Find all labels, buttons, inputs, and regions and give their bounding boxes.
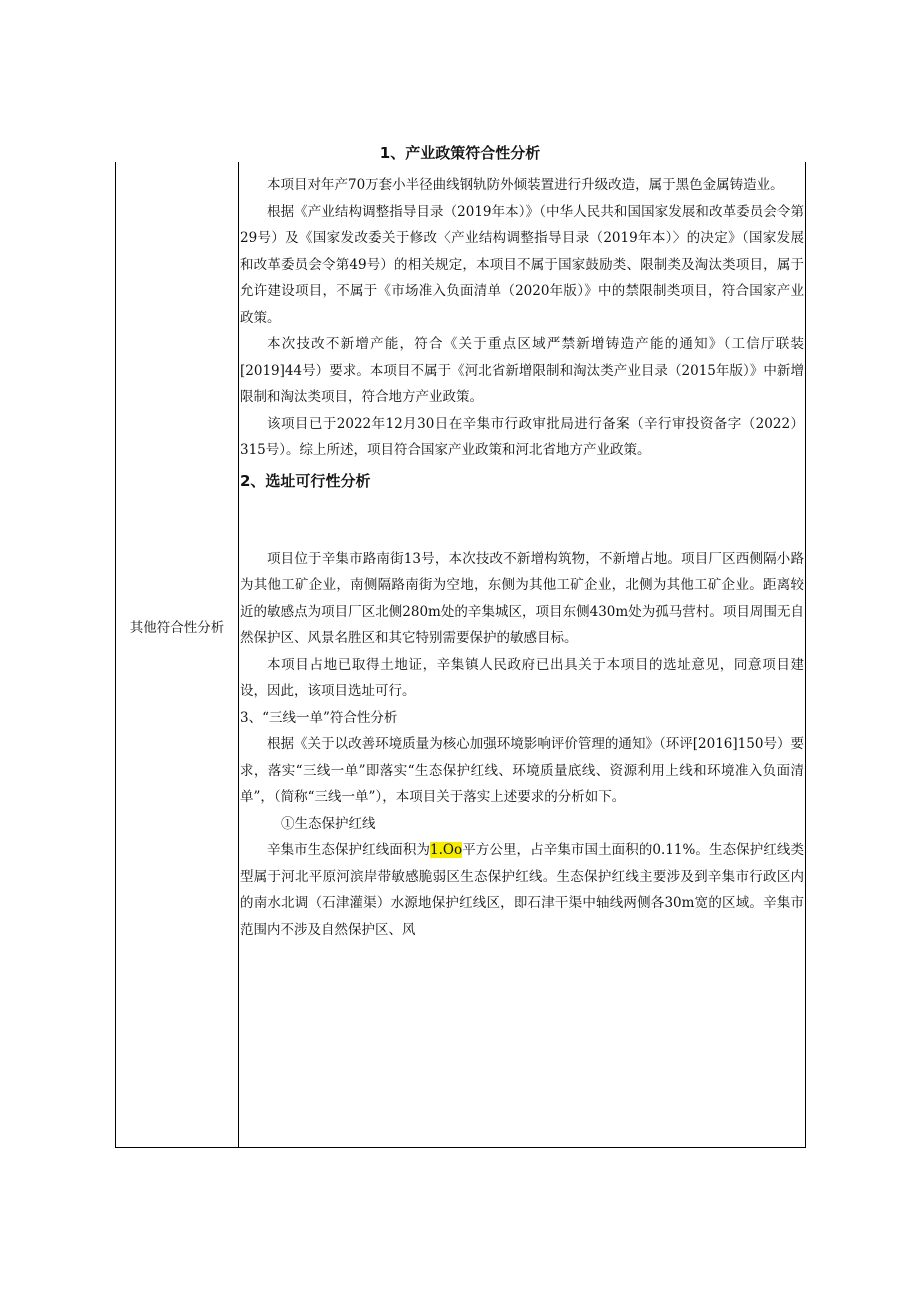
section-1-paragraph-4: 该项目已于2022年12月30日在辛集市行政审批局进行备案（辛行审投资备字（2022）315号）。综上所述，项目符合国家产业政策和河北省地方产业政策。 (240, 415, 804, 458)
paragraph-text-after: 平方公里，占辛集市国土面积的0.11%。生态保护红线类型属于河北平原河滨岸带敏感脆弱区生态保护红线。生态保护红线主要涉及到辛集市行政区内的南水北调（石津灌渠）水源地保护红线区，即石津干渠中轴线两侧各30m宽的区域。辛集市范围内不涉及自然保护区、风 (240, 842, 805, 938)
section-2-paragraph-1: 项目位于辛集市路南街13号，本次技改不新增构筑物，不新增占地。项目厂区西侧隔小路为其他工矿企业，南侧隔路南街为空地，东侧为其他工矿企业，北侧为其他工矿企业。距离较近的敏感点为项目厂区北侧280m处的辛集城区，项目东侧430m处为孤马营村。项目周围无自然保护区、风景名胜区和其它特别需要保护的敏感目标。 (240, 550, 804, 646)
section-1-title: 1、产业政策符合性分析 (379, 144, 541, 162)
table-column-divider (238, 162, 239, 1148)
section-1-paragraph-2: 根据《产业结构调整指导目录（2019年本）》（中华人民共和国国家发展和改革委员会令第29号）及《国家发改委关于修改〈产业结构调整指导目录（2019年本）〉的决定》（国家发展和改革委员会令第49号）的相关规定，本项目不属于国家鼓励类、限制类及淘汰类项目，属于允许建设项目，不属于《市场准入负面清单（2020年版）》中的禁限制类项目，符合国家产业政策。 (240, 203, 804, 326)
section-2-title: 2、选址可行性分析 (240, 471, 371, 490)
section-1-paragraph-1: 本项目对年产70万套小半径曲线钢轨防外倾装置进行升级改造，属于黑色金属铸造业。 (267, 177, 784, 193)
table-border-left (115, 162, 116, 1148)
table-border-right (805, 162, 806, 1148)
content-cell (240, 172, 804, 943)
section-3-paragraph-1: 根据《关于以改善环境质量为核心加强环境影响评价管理的通知》（环评[2016]150号）要求，落实“三线一单”即落实“生态保护红线、环境质量底线、资源利用上线和环境准入负面清单”，（简称“三线一单”），本项目关于落实上述要求的分析如下。 (240, 736, 804, 805)
section-2-paragraph-2: 本项目占地已取得土地证，辛集镇人民政府已出具关于本项目的选址意见，同意项目建设，因此，该项目选址可行。 (240, 656, 804, 699)
paragraph-text-before: 辛集市生态保护红线面积为 (267, 842, 431, 858)
highlighted-value: 1.Oo (430, 842, 463, 858)
section-3-paragraph-2 (240, 837, 804, 943)
section-3-item-1: ①生态保护红线 (281, 815, 376, 832)
section-2-gap (240, 498, 804, 546)
section-3-title: 3、“三线一单”符合性分析 (240, 709, 398, 726)
table-border-bottom (115, 1147, 806, 1148)
row-label: 其他符合性分析 (129, 620, 225, 636)
section-1-paragraph-3: 本次技改不新增产能，符合《关于重点区域严禁新增铸造产能的通知》（工信厅联装[2019]44号）要求。本项目不属于《河北省新增限制和淘汰类产业目录（2015年版）》中新增限制和淘汰类项目，符合地方产业政策。 (240, 336, 804, 405)
